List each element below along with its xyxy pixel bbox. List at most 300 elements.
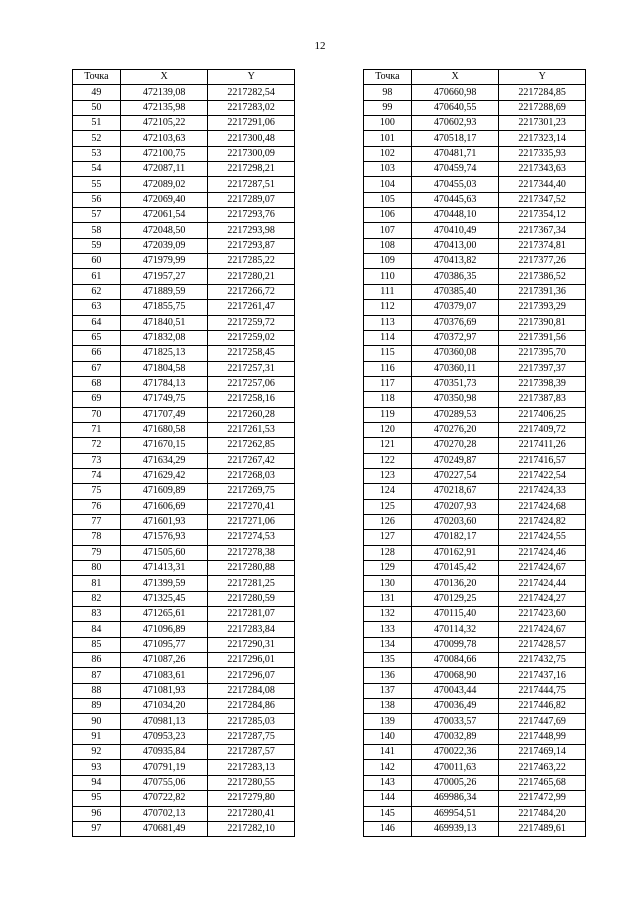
point-number-cell: 52 [73,131,121,146]
table-row [73,714,295,729]
point-number-cell: 67 [73,361,121,376]
y-coordinate-cell: 2217424,33 [499,484,586,499]
x-coordinate-cell: 470036,49 [411,699,499,714]
table-row [364,637,586,652]
y-coordinate-cell: 2217393,29 [499,300,586,315]
y-coordinate-cell: 2217343,63 [499,162,586,177]
point-number-cell: 98 [364,85,412,100]
x-coordinate-cell: 470350,98 [411,392,499,407]
table-row [364,269,586,284]
table-row [364,561,586,576]
point-number-cell: 123 [364,468,412,483]
y-coordinate-cell: 2217437,16 [499,668,586,683]
y-coordinate-cell: 2217257,06 [208,376,295,391]
x-coordinate-cell: 471034,20 [120,699,208,714]
point-number-cell: 70 [73,407,121,422]
x-coordinate-cell: 470459,74 [411,162,499,177]
x-coordinate-cell: 470640,55 [411,100,499,115]
x-coordinate-cell: 470203,60 [411,514,499,529]
point-number-cell: 77 [73,514,121,529]
y-coordinate-cell: 2217465,68 [499,775,586,790]
y-coordinate-cell: 2217283,13 [208,760,295,775]
y-coordinate-cell: 2217416,57 [499,453,586,468]
table-row [73,238,295,253]
table-row [364,668,586,683]
table-row [364,284,586,299]
x-coordinate-cell: 470385,40 [411,284,499,299]
point-number-cell: 139 [364,714,412,729]
point-number-cell: 75 [73,484,121,499]
x-coordinate-cell: 471957,27 [120,269,208,284]
x-coordinate-cell: 471081,93 [120,683,208,698]
table-row [364,131,586,146]
x-coordinate-cell: 470218,67 [411,484,499,499]
table-header-row [364,70,586,85]
table-row [73,791,295,806]
point-number-cell: 68 [73,376,121,391]
point-number-cell: 133 [364,622,412,637]
y-coordinate-cell: 2217293,76 [208,208,295,223]
point-number-cell: 100 [364,116,412,131]
y-coordinate-cell: 2217367,34 [499,223,586,238]
point-number-cell: 60 [73,254,121,269]
y-coordinate-cell: 2217262,85 [208,438,295,453]
column-header-y: Y [208,70,295,85]
table-row [364,760,586,775]
table-row [364,806,586,821]
point-number-cell: 138 [364,699,412,714]
y-coordinate-cell: 2217390,81 [499,315,586,330]
table-row [364,146,586,161]
y-coordinate-cell: 2217472,99 [499,791,586,806]
y-coordinate-cell: 2217266,72 [208,284,295,299]
y-coordinate-cell: 2217283,84 [208,622,295,637]
y-coordinate-cell: 2217296,07 [208,668,295,683]
point-number-cell: 58 [73,223,121,238]
point-number-cell: 103 [364,162,412,177]
y-coordinate-cell: 2217301,23 [499,116,586,131]
table-row [73,653,295,668]
y-coordinate-cell: 2217296,01 [208,653,295,668]
point-number-cell: 85 [73,637,121,652]
x-coordinate-cell: 470935,84 [120,745,208,760]
x-coordinate-cell: 470227,54 [411,468,499,483]
y-coordinate-cell: 2217283,02 [208,100,295,115]
point-number-cell: 124 [364,484,412,499]
point-number-cell: 140 [364,729,412,744]
point-number-cell: 84 [73,622,121,637]
y-coordinate-cell: 2217397,37 [499,361,586,376]
point-number-cell: 74 [73,468,121,483]
y-coordinate-cell: 2217386,52 [499,269,586,284]
x-coordinate-cell: 470032,89 [411,729,499,744]
point-number-cell: 65 [73,330,121,345]
x-coordinate-cell: 471576,93 [120,530,208,545]
point-number-cell: 86 [73,653,121,668]
x-coordinate-cell: 470360,11 [411,361,499,376]
point-number-cell: 69 [73,392,121,407]
table-row [364,653,586,668]
x-coordinate-cell: 471670,15 [120,438,208,453]
point-number-cell: 109 [364,254,412,269]
table-row [73,100,295,115]
y-coordinate-cell: 2217424,27 [499,591,586,606]
point-number-cell: 72 [73,438,121,453]
table-row [364,392,586,407]
coordinates-table-right [363,69,586,837]
point-number-cell: 112 [364,300,412,315]
x-coordinate-cell: 471979,99 [120,254,208,269]
table-row [364,238,586,253]
x-coordinate-cell: 469939,13 [411,821,499,836]
y-coordinate-cell: 2217261,53 [208,422,295,437]
y-coordinate-cell: 2217424,46 [499,545,586,560]
table-row [364,514,586,529]
x-coordinate-cell: 470410,49 [411,223,499,238]
y-coordinate-cell: 2217424,82 [499,514,586,529]
y-coordinate-cell: 2217270,41 [208,499,295,514]
table-row [364,254,586,269]
table-row [73,269,295,284]
y-coordinate-cell: 2217448,99 [499,729,586,744]
point-number-cell: 120 [364,422,412,437]
point-number-cell: 78 [73,530,121,545]
table-row [364,422,586,437]
table-row [73,315,295,330]
point-number-cell: 111 [364,284,412,299]
x-coordinate-cell: 472105,22 [120,116,208,131]
table-row [73,622,295,637]
point-number-cell: 64 [73,315,121,330]
y-coordinate-cell: 2217282,10 [208,821,295,836]
x-coordinate-cell: 470207,93 [411,499,499,514]
table-row [73,300,295,315]
table-row [73,514,295,529]
column-header-x: X [411,70,499,85]
y-coordinate-cell: 2217344,40 [499,177,586,192]
y-coordinate-cell: 2217260,28 [208,407,295,422]
y-coordinate-cell: 2217398,39 [499,376,586,391]
table-row [364,376,586,391]
x-coordinate-cell: 470145,42 [411,561,499,576]
point-number-cell: 63 [73,300,121,315]
point-number-cell: 128 [364,545,412,560]
table-row [364,85,586,100]
point-number-cell: 57 [73,208,121,223]
x-coordinate-cell: 471413,31 [120,561,208,576]
table-row [364,116,586,131]
table-row [73,607,295,622]
table-row [73,484,295,499]
x-coordinate-cell: 470602,93 [411,116,499,131]
table-row [73,254,295,269]
table-row [364,745,586,760]
x-coordinate-cell: 471095,77 [120,637,208,652]
y-coordinate-cell: 2217432,75 [499,653,586,668]
y-coordinate-cell: 2217409,72 [499,422,586,437]
table-row [73,591,295,606]
x-coordinate-cell: 471889,59 [120,284,208,299]
table-row [73,699,295,714]
point-number-cell: 115 [364,346,412,361]
table-row [364,208,586,223]
table-row [364,330,586,345]
point-number-cell: 79 [73,545,121,560]
point-number-cell: 131 [364,591,412,606]
point-number-cell: 145 [364,806,412,821]
y-coordinate-cell: 2217423,60 [499,607,586,622]
x-coordinate-cell: 470068,90 [411,668,499,683]
point-number-cell: 97 [73,821,121,836]
y-coordinate-cell: 2217489,61 [499,821,586,836]
table-row [364,192,586,207]
x-coordinate-cell: 470702,13 [120,806,208,821]
table-row [73,177,295,192]
y-coordinate-cell: 2217258,16 [208,392,295,407]
table-row [364,729,586,744]
y-coordinate-cell: 2217285,03 [208,714,295,729]
table-row [364,361,586,376]
table-row [73,545,295,560]
table-row [364,438,586,453]
x-coordinate-cell: 472089,02 [120,177,208,192]
x-coordinate-cell: 471609,89 [120,484,208,499]
x-coordinate-cell: 471634,29 [120,453,208,468]
table-row [364,468,586,483]
x-coordinate-cell: 470481,71 [411,146,499,161]
y-coordinate-cell: 2217278,38 [208,545,295,560]
x-coordinate-cell: 471804,58 [120,361,208,376]
x-coordinate-cell: 471606,69 [120,499,208,514]
point-number-cell: 113 [364,315,412,330]
table-row [73,668,295,683]
table-row [73,729,295,744]
point-number-cell: 87 [73,668,121,683]
y-coordinate-cell: 2217391,56 [499,330,586,345]
y-coordinate-cell: 2217267,42 [208,453,295,468]
y-coordinate-cell: 2217335,93 [499,146,586,161]
table-row [73,85,295,100]
y-coordinate-cell: 2217411,26 [499,438,586,453]
point-number-cell: 141 [364,745,412,760]
x-coordinate-cell: 471680,58 [120,422,208,437]
point-number-cell: 53 [73,146,121,161]
point-number-cell: 130 [364,576,412,591]
point-number-cell: 106 [364,208,412,223]
x-coordinate-cell: 471855,75 [120,300,208,315]
table-row [73,146,295,161]
x-coordinate-cell: 471832,08 [120,330,208,345]
x-coordinate-cell: 470129,25 [411,591,499,606]
table-row [364,499,586,514]
point-number-cell: 146 [364,821,412,836]
x-coordinate-cell: 471629,42 [120,468,208,483]
page-number: 12 [314,40,326,52]
x-coordinate-cell: 470022,36 [411,745,499,760]
point-number-cell: 56 [73,192,121,207]
y-coordinate-cell: 2217444,75 [499,683,586,698]
table-row [364,791,586,806]
table-row [73,576,295,591]
point-number-cell: 136 [364,668,412,683]
x-coordinate-cell: 472048,50 [120,223,208,238]
point-number-cell: 76 [73,499,121,514]
y-coordinate-cell: 2217463,22 [499,760,586,775]
point-number-cell: 51 [73,116,121,131]
point-number-cell: 104 [364,177,412,192]
y-coordinate-cell: 2217269,75 [208,484,295,499]
table-row [364,177,586,192]
y-coordinate-cell: 2217259,02 [208,330,295,345]
table-row [364,576,586,591]
x-coordinate-cell: 469986,34 [411,791,499,806]
point-number-cell: 143 [364,775,412,790]
point-number-cell: 105 [364,192,412,207]
table-row [73,683,295,698]
x-coordinate-cell: 470379,07 [411,300,499,315]
point-number-cell: 119 [364,407,412,422]
table-row [73,116,295,131]
table-row [73,775,295,790]
y-coordinate-cell: 2217279,80 [208,791,295,806]
y-coordinate-cell: 2217424,55 [499,530,586,545]
table-row [73,330,295,345]
point-number-cell: 110 [364,269,412,284]
x-coordinate-cell: 471087,26 [120,653,208,668]
x-coordinate-cell: 470953,23 [120,729,208,744]
table-row [73,346,295,361]
x-coordinate-cell: 470413,82 [411,254,499,269]
y-coordinate-cell: 2217293,87 [208,238,295,253]
table-row [364,346,586,361]
y-coordinate-cell: 2217447,69 [499,714,586,729]
y-coordinate-cell: 2217287,75 [208,729,295,744]
table-row [364,622,586,637]
point-number-cell: 122 [364,453,412,468]
point-number-cell: 82 [73,591,121,606]
point-number-cell: 61 [73,269,121,284]
y-coordinate-cell: 2217284,08 [208,683,295,698]
y-coordinate-cell: 2217395,70 [499,346,586,361]
point-number-cell: 114 [364,330,412,345]
y-coordinate-cell: 2217424,68 [499,499,586,514]
y-coordinate-cell: 2217287,51 [208,177,295,192]
point-number-cell: 71 [73,422,121,437]
point-number-cell: 93 [73,760,121,775]
point-number-cell: 81 [73,576,121,591]
y-coordinate-cell: 2217300,09 [208,146,295,161]
table-row [73,407,295,422]
y-coordinate-cell: 2217280,59 [208,591,295,606]
x-coordinate-cell: 471749,75 [120,392,208,407]
point-number-cell: 134 [364,637,412,652]
y-coordinate-cell: 2217284,86 [208,699,295,714]
x-coordinate-cell: 472100,75 [120,146,208,161]
y-coordinate-cell: 2217347,52 [499,192,586,207]
table-header-row [73,70,295,85]
x-coordinate-cell: 471265,61 [120,607,208,622]
x-coordinate-cell: 470099,78 [411,637,499,652]
point-number-cell: 129 [364,561,412,576]
x-coordinate-cell: 471096,89 [120,622,208,637]
y-coordinate-cell: 2217298,21 [208,162,295,177]
y-coordinate-cell: 2217290,31 [208,637,295,652]
y-coordinate-cell: 2217391,36 [499,284,586,299]
point-number-cell: 50 [73,100,121,115]
table-row [364,683,586,698]
x-coordinate-cell: 470351,73 [411,376,499,391]
y-coordinate-cell: 2217424,67 [499,561,586,576]
point-number-cell: 126 [364,514,412,529]
x-coordinate-cell: 470455,03 [411,177,499,192]
table-row [73,162,295,177]
x-coordinate-cell: 470276,20 [411,422,499,437]
x-coordinate-cell: 470660,98 [411,85,499,100]
point-number-cell: 49 [73,85,121,100]
y-coordinate-cell: 2217406,25 [499,407,586,422]
y-coordinate-cell: 2217280,41 [208,806,295,821]
y-coordinate-cell: 2217284,85 [499,85,586,100]
point-number-cell: 66 [73,346,121,361]
point-number-cell: 99 [364,100,412,115]
x-coordinate-cell: 471707,49 [120,407,208,422]
x-coordinate-cell: 472087,11 [120,162,208,177]
x-coordinate-cell: 471505,60 [120,545,208,560]
x-coordinate-cell: 470755,06 [120,775,208,790]
y-coordinate-cell: 2217281,07 [208,607,295,622]
point-number-cell: 92 [73,745,121,760]
x-coordinate-cell: 470084,66 [411,653,499,668]
table-row [364,300,586,315]
x-coordinate-cell: 472103,63 [120,131,208,146]
x-coordinate-cell: 470043,44 [411,683,499,698]
x-coordinate-cell: 470360,08 [411,346,499,361]
x-coordinate-cell: 470011,63 [411,760,499,775]
x-coordinate-cell: 470249,87 [411,453,499,468]
x-coordinate-cell: 472139,08 [120,85,208,100]
x-coordinate-cell: 470289,53 [411,407,499,422]
x-coordinate-cell: 470182,17 [411,530,499,545]
x-coordinate-cell: 471325,45 [120,591,208,606]
y-coordinate-cell: 2217387,83 [499,392,586,407]
y-coordinate-cell: 2217281,25 [208,576,295,591]
x-coordinate-cell: 470722,82 [120,791,208,806]
x-coordinate-cell: 470162,91 [411,545,499,560]
x-coordinate-cell: 470518,17 [411,131,499,146]
point-number-cell: 144 [364,791,412,806]
point-number-cell: 135 [364,653,412,668]
x-coordinate-cell: 470981,13 [120,714,208,729]
y-coordinate-cell: 2217285,22 [208,254,295,269]
x-coordinate-cell: 470791,19 [120,760,208,775]
y-coordinate-cell: 2217377,26 [499,254,586,269]
point-number-cell: 88 [73,683,121,698]
point-number-cell: 127 [364,530,412,545]
table-row [364,484,586,499]
table-row [364,530,586,545]
point-number-cell: 90 [73,714,121,729]
table-row [73,422,295,437]
table-row [73,468,295,483]
table-row [364,223,586,238]
point-number-cell: 121 [364,438,412,453]
y-coordinate-cell: 2217282,54 [208,85,295,100]
table-row [73,223,295,238]
y-coordinate-cell: 2217271,06 [208,514,295,529]
point-number-cell: 132 [364,607,412,622]
y-coordinate-cell: 2217287,57 [208,745,295,760]
point-number-cell: 59 [73,238,121,253]
